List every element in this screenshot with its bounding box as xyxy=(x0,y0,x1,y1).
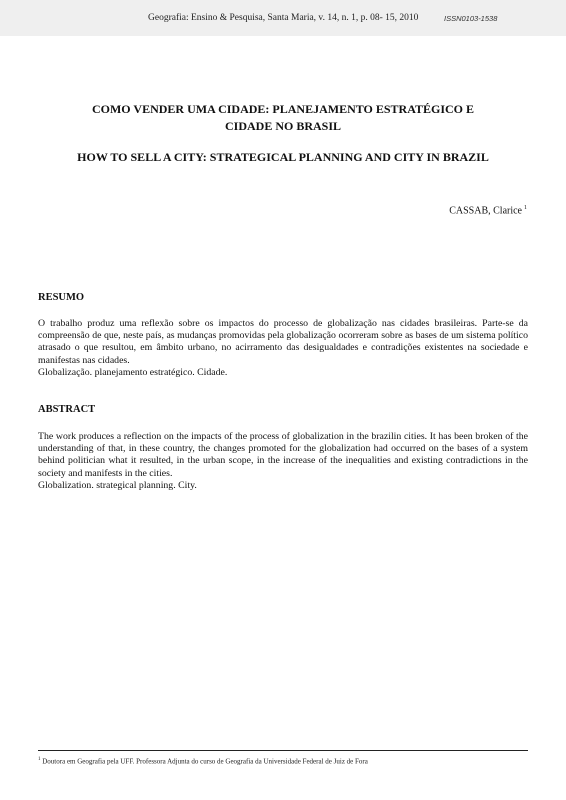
journal-reference: Geografia: Ensino & Pesquisa, Santa Maria, v. 14, n. 1, p. 08- 15, 2010 xyxy=(148,13,419,23)
resumo-keywords: Globalização. planejamento estratégico. Cidade. xyxy=(38,366,228,378)
author-name: CASSAB, Clarice xyxy=(449,205,522,217)
resumo-body xyxy=(38,318,528,379)
footnote-text: Doutora em Geografia pela UFF. Professora Adjunta do curso de Geografia da Universidade Federal de Juiz de Fora xyxy=(42,757,368,766)
footnote-mark: 1 xyxy=(38,757,41,762)
footnote-divider xyxy=(38,750,528,751)
abstract-text: The work produces a reflection on the impacts of the process of globalization in the brazilin cities. It has been broken of the understanding of that, in these country, the changes promoted for the globalization had occurred on the bases of a system behind politician what it resulted, in the urban scope, in the increase of the inequalities and existing contradictions in the society and manifests in the cities. xyxy=(38,431,528,479)
abstract-heading: ABSTRACT xyxy=(38,404,96,415)
title-portuguese: COMO VENDER UMA CIDADE: PLANEJAMENTO ESTRATÉGICO E CIDADE NO BRASIL xyxy=(91,102,475,133)
resumo-heading: RESUMO xyxy=(38,292,85,303)
author-line xyxy=(449,205,527,216)
abstract-body xyxy=(38,431,528,492)
running-header xyxy=(0,0,566,36)
title-english: HOW TO SELL A CITY: STRATEGICAL PLANNING AND CITY IN BRAZIL xyxy=(77,150,489,164)
resumo-text: O trabalho produz uma reflexão sobre os impactos do processo de globalização nas cidades brasileiras. Parte-se da compreensão de que, neste país, as mudanças promovidas pela globalização ocorreram sobre as bases de um sistema político atrasado o que resultou, em âmbito urbano, no acirramento das desigualdades e contradições existentes na sociedade e manifestas nas cidades. xyxy=(38,318,528,366)
author-footnote-mark: 1 xyxy=(524,205,527,211)
issn-label: ISSN0103-1538 xyxy=(444,14,498,23)
footnote xyxy=(38,757,368,765)
abstract-keywords: Globalization. strategical planning. City. xyxy=(38,479,197,491)
